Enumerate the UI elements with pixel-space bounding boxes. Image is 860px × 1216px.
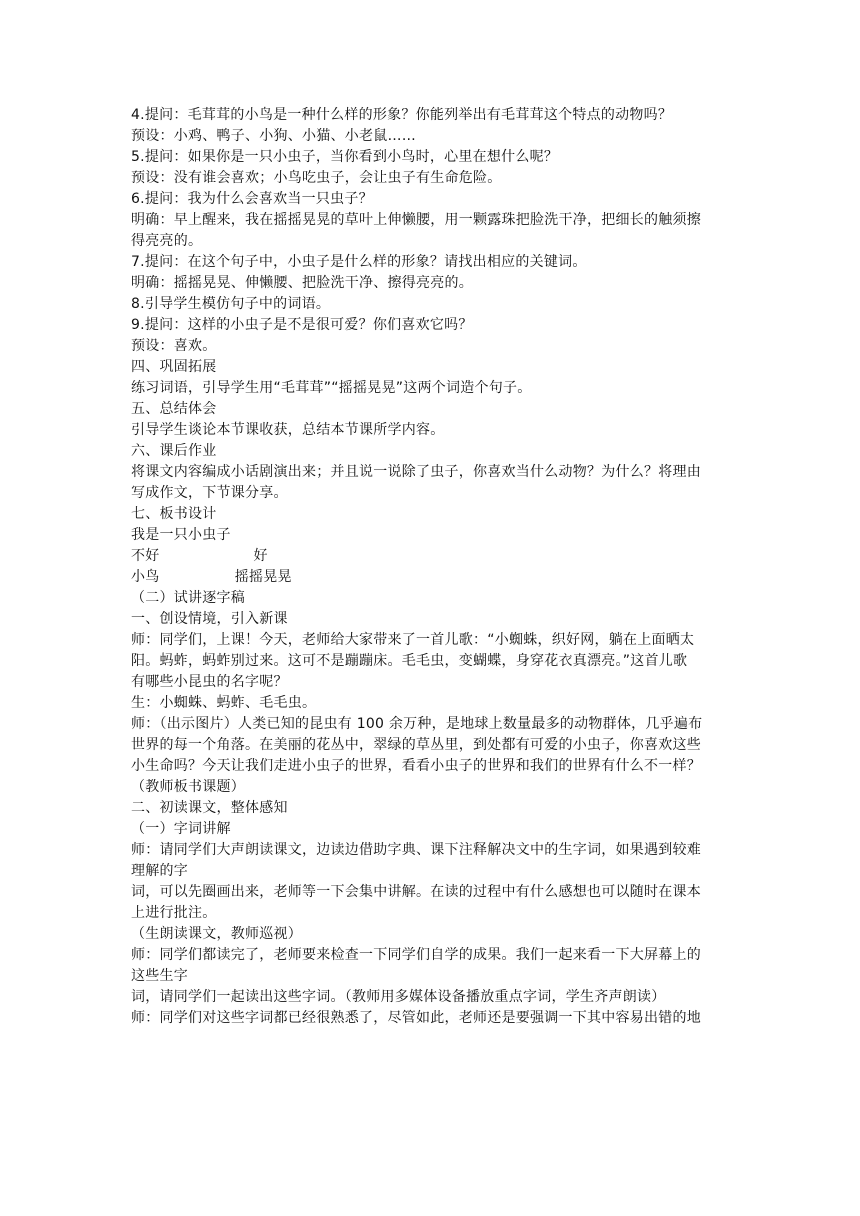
- text-line: 9.提问：这样的小虫子是不是很可爱？你们喜欢它吗？: [131, 317, 473, 333]
- text-line: 上进行批注。: [131, 905, 217, 921]
- text-line: 生：小蜘蛛、蚂蚱、毛毛虫。: [131, 695, 317, 711]
- text-line: 引导学生谈论本节课收获，总结本节课所学内容。: [131, 422, 445, 438]
- text-line: 师：（出示图片）人类已知的昆虫有 100 余万种，是地球上数量最多的动物群体，几乎遍布: [131, 716, 703, 732]
- text-line: 将课文内容编成小话剧演出来；并且说一说除了虫子，你喜欢当什么动物？为什么？将理由: [131, 464, 701, 480]
- text-line: 词，请同学们一起读出这些字词。（教师用多媒体设备播放重点字词，学生齐声朗读）: [131, 989, 666, 1005]
- text-line: 五、总结体会: [131, 401, 217, 417]
- text-line: 8.引导学生模仿句子中的词语。: [131, 296, 331, 312]
- text-line: 5.提问：如果你是一只小虫子，当你看到小鸟时，心里在想什么呢？: [131, 149, 559, 165]
- text-line: 词，可以先圈画出来，老师等一下会集中讲解。在读的过程中有什么感想也可以随时在课本: [131, 884, 701, 900]
- text-line: 我是一只小虫子: [131, 527, 231, 543]
- text-line: （生朗读课文，教师巡视）: [131, 926, 302, 942]
- text-line: 不好 好: [131, 548, 268, 564]
- text-line: 预设：小鸡、鸭子、小狗、小猫、小老鼠……: [131, 128, 416, 144]
- text-line: 四、巩固拓展: [131, 359, 217, 375]
- text-line: 预设：没有谁会喜欢；小鸟吃虫子，会让虫子有生命危险。: [131, 170, 502, 186]
- text-line: 练习词语，引导学生用“毛茸茸”“摇摇晃晃”这两个词造个句子。: [131, 380, 532, 396]
- text-line: 小生命吗？今天让我们走进小虫子的世界，看看小虫子的世界和我们的世界有什么不一样？: [131, 758, 701, 774]
- text-line: 师：请同学们大声朗读课文，边读边借助字典、课下注释解决文中的生字词，如果遇到较难: [131, 842, 701, 858]
- text-line: 师：同学们都读完了，老师要来检查一下同学们自学的成果。我们一起来看一下大屏幕上的: [131, 947, 701, 963]
- text-line: 二、初读课文，整体感知: [131, 800, 288, 816]
- text-line: 七、板书设计: [131, 506, 217, 522]
- text-line: 明确：摇摇晃晃、伸懒腰、把脸洗干净、擦得亮亮的。: [131, 275, 473, 291]
- text-line: 6.提问：我为什么会喜欢当一只虫子？: [131, 191, 373, 207]
- text-line: 7.提问：在这个句子中，小虫子是什么样的形象？请找出相应的关键词。: [131, 254, 587, 270]
- text-line: 一、创设情境，引入新课: [131, 611, 288, 627]
- text-line: 小鸟 摇摇晃晃: [131, 569, 292, 585]
- text-line: （二）试讲逐字稿: [131, 590, 245, 606]
- text-line: 这些生字: [131, 968, 188, 984]
- text-line: 六、课后作业: [131, 443, 217, 459]
- text-line: 预设：喜欢。: [131, 338, 217, 354]
- text-line: 师：同学们，上课！今天，老师给大家带来了一首儿歌：“小蜘蛛，织好网，躺在上面晒太: [131, 632, 695, 648]
- text-line: （教师板书课题）: [131, 779, 245, 795]
- text-line: 世界的每一个角落。在美丽的花丛中，翠绿的草丛里，到处都有可爱的小虫子，你喜欢这些: [131, 737, 701, 753]
- text-line: 明确：早上醒来，我在摇摇晃晃的草叶上伸懒腰，用一颗露珠把脸洗干净，把细长的触须擦: [131, 212, 701, 228]
- text-line: 有哪些小昆虫的名字呢？: [131, 674, 288, 690]
- text-line: 阳。蚂蚱，蚂蚱别过来。这可不是蹦蹦床。毛毛虫，变蝴蝶，身穿花衣真漂亮。”这首儿歌: [131, 653, 688, 669]
- text-line: 4.提问：毛茸茸的小鸟是一种什么样的形象？你能列举出有毛茸茸这个特点的动物吗？: [131, 107, 673, 123]
- text-line: 师：同学们对这些字词都已经很熟悉了，尽管如此，老师还是要强调一下其中容易出错的地: [131, 1010, 701, 1026]
- text-line: 理解的字: [131, 863, 188, 879]
- document-page: [131, 105, 733, 1029]
- text-line: （一）字词讲解: [131, 821, 231, 837]
- text-line: 写成作文，下节课分享。: [131, 485, 288, 501]
- text-line: 得亮亮的。: [131, 233, 203, 249]
